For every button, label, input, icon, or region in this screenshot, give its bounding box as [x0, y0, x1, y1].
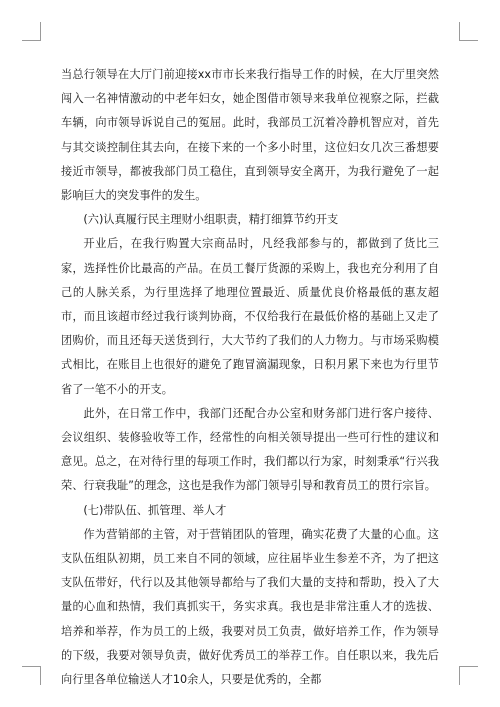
section-heading: (七)带队伍、抓管理、举人才 [83, 503, 227, 517]
paragraph: 当总行领导在大厅门前迎接xx市市长来我行指导工作的时候，在大厅里突然闯入一名神情激动的中老年妇女，她企图借市领导来我单位视察之际，拦截车辆，向市领导诉说自己的冤屈。此时，我部员工沉着冷静机智应对，首先与其交谈控制住其去向，在接下来的一个多小时里，这位妇女几次三番想要接近市领导，都被我部门员工稳住，直到领导安全离开，为我行避免了一起影响巨大的突发事件的发生。 [61, 68, 439, 203]
paragraph: 此外，在日常工作中，我部门还配合办公室和财务部门进行客户接待、会议组织、装修验收等工作，经常性的向相关领导提出一些可行性的建议和意见。总之，在对待行里的每项工作时，我们都以行为家，时刻秉承“行兴我荣、行衰我耻”的理念，这也是我作为部门领导引导和教育员工的贯行宗旨。 [61, 406, 439, 493]
document-body [61, 63, 439, 692]
crop-mark-top-right [459, 22, 478, 41]
paragraph: 开业后，在我行购置大宗商品时，凡经我部参与的，都做到了货比三家，选择性价比最高的产品。在员工餐厅货源的采购上，我也充分利用了自己的人脉关系，为行里选择了地理位置最近、质量优良价格最低的惠友超市，而且该超市经过我行谈判协商，不仅给我行在最低价格的基础上又走了团购价，而且还每天送货到行，大大节约了我们的人力物力。与市场采购模式相比，在账目上也很好的避免了跑冒滴漏现象，日积月累下来也为行里节省了一笔不小的开支。 [61, 237, 439, 396]
crop-mark-top-left [22, 22, 41, 41]
paragraph: 作为营销部的主管，对于营销团队的管理，确实花费了大量的心血。这支队伍组队初期，员工来自不同的领域，应往届毕业生参差不齐，为了把这支队伍带好，代行以及其他领导都给与了我们大量的支持和帮助，投入了大量的心血和热情，我们真抓实干，务实求真。我也是非常注重人才的选拔、培养和举荐，作为员工的上级，我要对员工负责，做好培养工作，作为领导的下级，我要对领导负责，做好优秀员工的举荐工作。自任职以来，我先后向行里各单位输送人才10余人，只要是优秀的，全都 [61, 527, 439, 687]
section-heading: (六)认真履行民主理财小组职责，精打细算节约开支 [83, 213, 339, 227]
crop-mark-bottom-right [459, 666, 478, 685]
crop-mark-bottom-left [22, 666, 41, 685]
